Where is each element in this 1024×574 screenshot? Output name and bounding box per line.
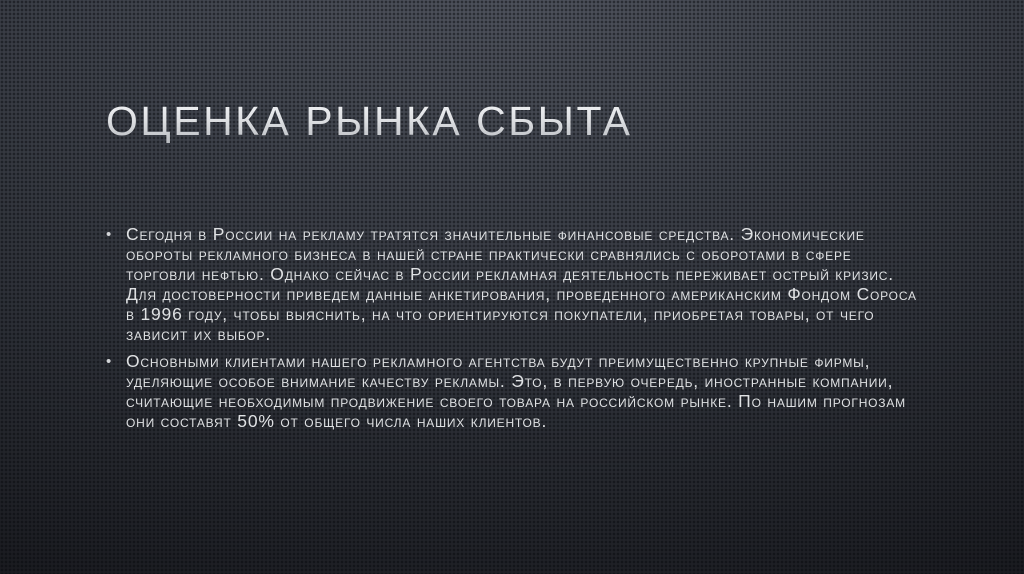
bullet-item-market-overview (106, 224, 918, 344)
bullet-text-client-forecast: Основными клиентами нашего рекламного агентства будут преимущественно крупные фирмы, уделяющие особое внимание качеству рекламы. Это, в первую очередь, иностранные компании, считающие необходимым продвижение своего товара на российском рынке. По нашим прогнозам они составят 50% от общего числа наших клиентов. (126, 351, 906, 431)
bullet-list (106, 224, 918, 438)
bullet-item-client-forecast (106, 351, 918, 431)
bullet-dot-icon: • (106, 226, 112, 243)
slide-title: ОЦЕНКА РЫНКА СБЫТА (106, 98, 633, 144)
bullet-text-market-overview: Сегодня в России на рекламу тратятся значительные финансовые средства. Экономические обороты рекламного бизнеса в нашей стране практически сравнялись с оборотами в сфере торговли нефтью. Однако сейчас в России рекламная деятельность переживает острый кризис. Для достоверности приведем данные анкетирования, проведенного американским Фондом Сороса в 1996 году, чтобы выяснить, на что ориентируются покупатели, приобретая товары, от чего зависит их выбор. (126, 224, 917, 344)
bullet-dot-icon: • (106, 353, 112, 370)
